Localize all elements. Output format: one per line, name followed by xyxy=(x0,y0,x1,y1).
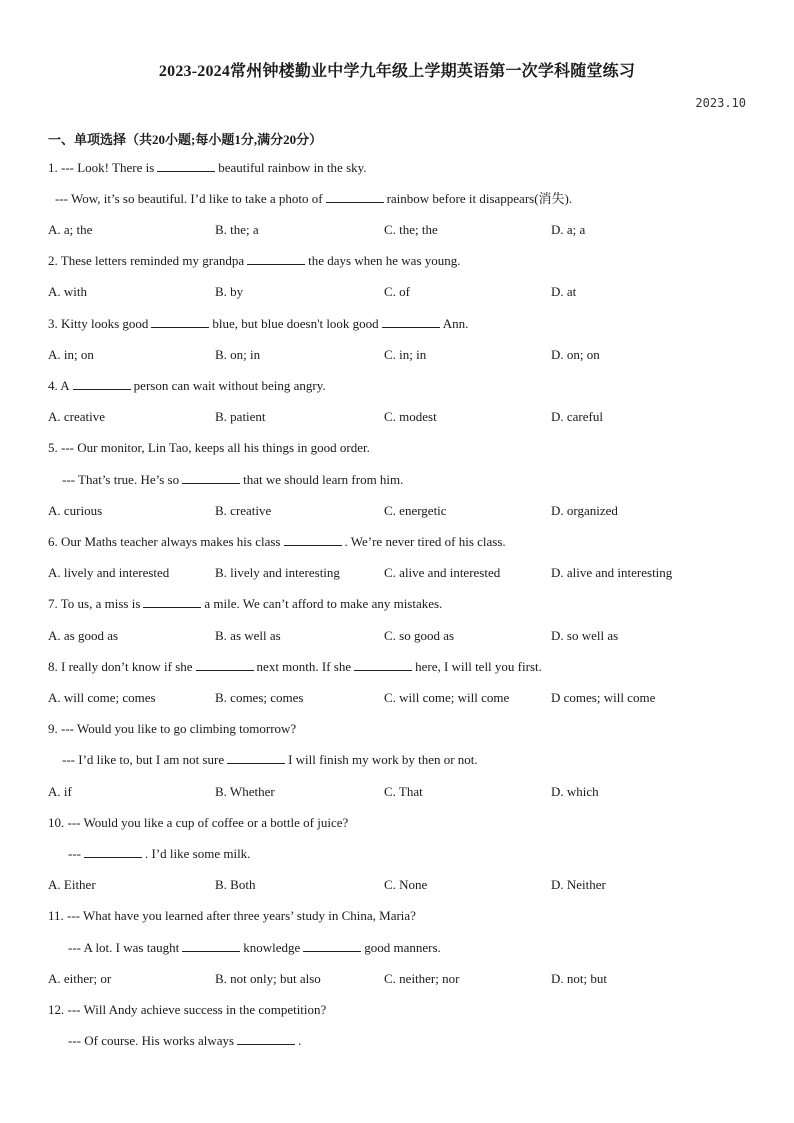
question-10-response: --- . I’d like some milk. xyxy=(68,846,251,861)
q3-option-c: C. in; in xyxy=(384,347,427,362)
q4-option-b: B. patient xyxy=(215,409,266,424)
q4-option-d: D. careful xyxy=(551,409,603,424)
question-4-prompt: 4. A person can wait without being angry. xyxy=(48,378,326,393)
q8-option-c: C. will come; will come xyxy=(384,690,510,705)
q7-option-d: D. so well as xyxy=(551,628,619,643)
page-date: 2023.10 xyxy=(695,96,746,110)
question-5-response: --- That’s true. He’s so that we should learn from him. xyxy=(62,472,404,487)
q4-option-a: A. creative xyxy=(48,409,106,424)
page-title: 2023-2024常州钟楼勤业中学九年级上学期英语第一次学科随堂练习 xyxy=(158,63,636,80)
question-2-prompt: 2. These letters reminded my grandpa the days when he was young. xyxy=(48,253,461,268)
question-6-prompt: 6. Our Maths teacher always makes his class . We’re never tired of his class. xyxy=(48,534,506,549)
q9-option-a: A. if xyxy=(48,784,72,799)
q7-option-a: A. as good as xyxy=(48,628,119,643)
answer-blank xyxy=(284,534,342,546)
question-8-prompt: 8. I really don’t know if she next month. If she here, I will tell you first. xyxy=(48,659,542,674)
q2-option-c: C. of xyxy=(384,284,410,299)
question-12-response: --- Of course. His works always . xyxy=(68,1033,302,1048)
q5-option-b: B. creative xyxy=(215,503,272,518)
answer-blank xyxy=(326,191,384,203)
q6-option-c: C. alive and interested xyxy=(384,565,501,580)
answer-blank xyxy=(182,472,240,484)
answer-blank xyxy=(143,596,201,608)
q9-option-b: B. Whether xyxy=(215,784,275,799)
question-3-prompt: 3. Kitty looks good blue, but blue doesn't look good Ann. xyxy=(48,316,469,331)
q3-option-b: B. on; in xyxy=(215,347,261,362)
q5-option-c: C. energetic xyxy=(384,503,447,518)
q1-option-a: A. a; the xyxy=(48,222,93,237)
q9-option-d: D. which xyxy=(551,784,599,799)
q9-option-c: C. That xyxy=(384,784,423,799)
q11-option-c: C. neither; nor xyxy=(384,971,460,986)
q6-option-d: D. alive and interesting xyxy=(551,565,673,580)
q11-option-b: B. not only; but also xyxy=(215,971,321,986)
answer-blank xyxy=(196,659,254,671)
q10-option-c: C. None xyxy=(384,877,428,892)
answer-blank xyxy=(157,160,215,172)
q7-option-c: C. so good as xyxy=(384,628,455,643)
question-11-prompt: 11. --- What have you learned after three years’ study in China, Maria? xyxy=(48,908,416,923)
q1-option-d: D. a; a xyxy=(551,222,586,237)
q4-option-c: C. modest xyxy=(384,409,437,424)
question-7-prompt: 7. To us, a miss is a mile. We can’t afford to make any mistakes. xyxy=(48,596,443,611)
q2-option-d: D. at xyxy=(551,284,577,299)
q8-option-a: A. will come; comes xyxy=(48,690,156,705)
question-9-prompt: 9. --- Would you like to go climbing tomorrow? xyxy=(48,721,297,736)
section-heading: 一、单项选择（共20小题;每小题1分,满分20分） xyxy=(48,132,323,147)
q10-option-d: D. Neither xyxy=(551,877,606,892)
q7-option-b: B. as well as xyxy=(215,628,281,643)
q1-option-c: C. the; the xyxy=(384,222,438,237)
q8-option-b: B. comes; comes xyxy=(215,690,304,705)
answer-blank xyxy=(84,846,142,858)
question-9-response: --- I’d like to, but I am not sure I will finish my work by then or not. xyxy=(62,752,478,767)
q1-option-b: B. the; a xyxy=(215,222,259,237)
q2-option-a: A. with xyxy=(48,284,87,299)
answer-blank xyxy=(247,253,305,265)
q10-option-a: A. Either xyxy=(48,877,96,892)
answer-blank xyxy=(354,659,412,671)
q3-option-d: D. on; on xyxy=(551,347,600,362)
q10-option-b: B. Both xyxy=(215,877,256,892)
q2-option-b: B. by xyxy=(215,284,244,299)
q6-option-a: A. lively and interested xyxy=(48,565,170,580)
q5-option-d: D. organized xyxy=(551,503,618,518)
answer-blank xyxy=(151,316,209,328)
q8-option-d: D comes; will come xyxy=(551,690,656,705)
question-10-prompt: 10. --- Would you like a cup of coffee or a bottle of juice? xyxy=(48,815,349,830)
question-11-response: --- A lot. I was taught knowledge good manners. xyxy=(68,940,441,955)
answer-blank xyxy=(182,940,240,952)
question-1-prompt: 1. --- Look! There is beautiful rainbow in the sky. xyxy=(48,160,367,175)
q3-option-a: A. in; on xyxy=(48,347,94,362)
answer-blank xyxy=(237,1033,295,1045)
question-1-response: --- Wow, it’s so beautiful. I’d like to take a photo of rainbow before it disappears(消失). xyxy=(55,191,573,206)
q6-option-b: B. lively and interesting xyxy=(215,565,340,580)
question-12-prompt: 12. --- Will Andy achieve success in the competition? xyxy=(48,1002,327,1017)
q11-option-a: A. either; or xyxy=(48,971,112,986)
q11-option-d: D. not; but xyxy=(551,971,607,986)
answer-blank xyxy=(73,378,131,390)
q5-option-a: A. curious xyxy=(48,503,103,518)
answer-blank xyxy=(227,752,285,764)
question-5-prompt: 5. --- Our monitor, Lin Tao, keeps all his things in good order. xyxy=(48,440,370,455)
answer-blank xyxy=(382,316,440,328)
answer-blank xyxy=(303,940,361,952)
